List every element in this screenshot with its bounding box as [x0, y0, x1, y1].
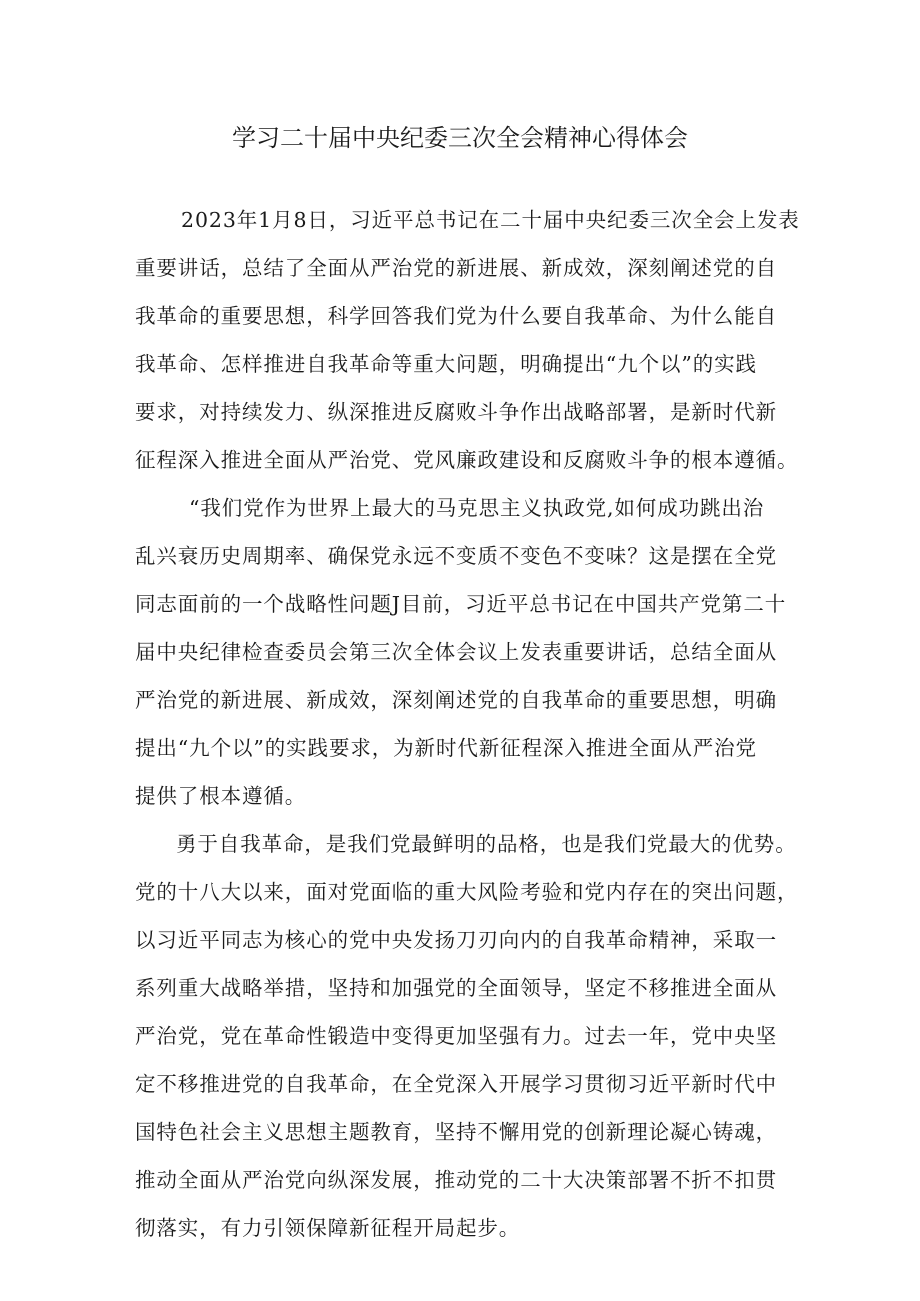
paragraph-2-line-5: 严治党的新进展、新成效，深刻阐述党的自我革命的重要思想，明确: [135, 688, 777, 712]
paragraph-3-line-2: 党的十八大以来，面对党面临的重大风险考验和党内存在的突出问题，: [135, 880, 799, 904]
paragraph-2: [135, 484, 790, 820]
paragraph-3: [135, 820, 799, 1252]
paragraph-2-line-4: 届中央纪律检查委员会第三次全体会议上发表重要讲话，总结全面从: [135, 640, 777, 664]
paragraph-2-line-3: 同志面前的一个战略性问题J目前，习近平总书记在中国共产党第二十: [135, 592, 787, 616]
paragraph-3-line-7: 国特色社会主义思想主题教育，坚持不懈用党的创新理论凝心铸魂，: [135, 1120, 777, 1144]
paragraph-1-line-3: 我革命的重要思想，科学回答我们党为什么要自我革命、为什么能自: [135, 304, 777, 328]
page-title: 学习二十届中央纪委三次全会精神心得体会: [232, 124, 688, 152]
paragraph-1-line-4: 我革命、怎样推进自我革命等重大问题，明确提出“九个以”的实践: [135, 352, 757, 376]
paragraph-3-line-3: 以习近平同志为核心的党中央发扬刀刃向内的自我革命精神，采取一: [135, 928, 777, 952]
paragraph-1-line-5: 要求，对持续发力、纵深推进反腐败斗争作出战略部署，是新时代新: [135, 400, 777, 424]
document-body: [135, 196, 800, 1252]
paragraph-3-line-5: 严治党，党在革命性锻造中变得更加坚强有力。过去一年，党中央坚: [135, 1024, 777, 1048]
paragraph-1: [135, 196, 800, 484]
paragraph-1-line-1: 2023年1月8日，习近平总书记在二十届中央纪委三次全会上发表: [181, 208, 800, 232]
paragraph-1-line-2: 重要讲话，总结了全面从严治党的新进展、新成效，深刻阐述党的自: [135, 256, 777, 280]
paragraph-2-line-7: 提供了根本遵循。: [135, 784, 307, 808]
paragraph-3-line-1: 勇于自我革命，是我们党最鲜明的品格，也是我们党最大的优势。: [176, 832, 797, 856]
paragraph-2-line-2: 乱兴衰历史周期率、确保党永远不变质不变色不变味？这是摆在全党: [135, 544, 777, 568]
paragraph-3-line-8: 推动全面从严治党向纵深发展，推动党的二十大决策部署不折不扣贯: [135, 1168, 777, 1192]
paragraph-1-line-6: 征程深入推进全面从严治党、党风廉政建设和反腐败斗争的根本遵循。: [135, 448, 799, 472]
paragraph-3-line-9: 彻落实，有力引领保障新征程开局起步。: [135, 1216, 521, 1240]
paragraph-3-line-4: 系列重大战略举措，坚持和加强党的全面领导，坚定不移推进全面从: [135, 976, 777, 1000]
paragraph-2-line-1: “我们党作为世界上最大的马克思主义执政党,如何成功跳出治: [189, 496, 765, 520]
paragraph-2-line-6: 提出“九个以”的实践要求，为新时代新征程深入推进全面从严治党: [135, 736, 757, 760]
paragraph-3-line-6: 定不移推进党的自我革命，在全党深入开展学习贯彻习近平新时代中: [135, 1072, 777, 1096]
